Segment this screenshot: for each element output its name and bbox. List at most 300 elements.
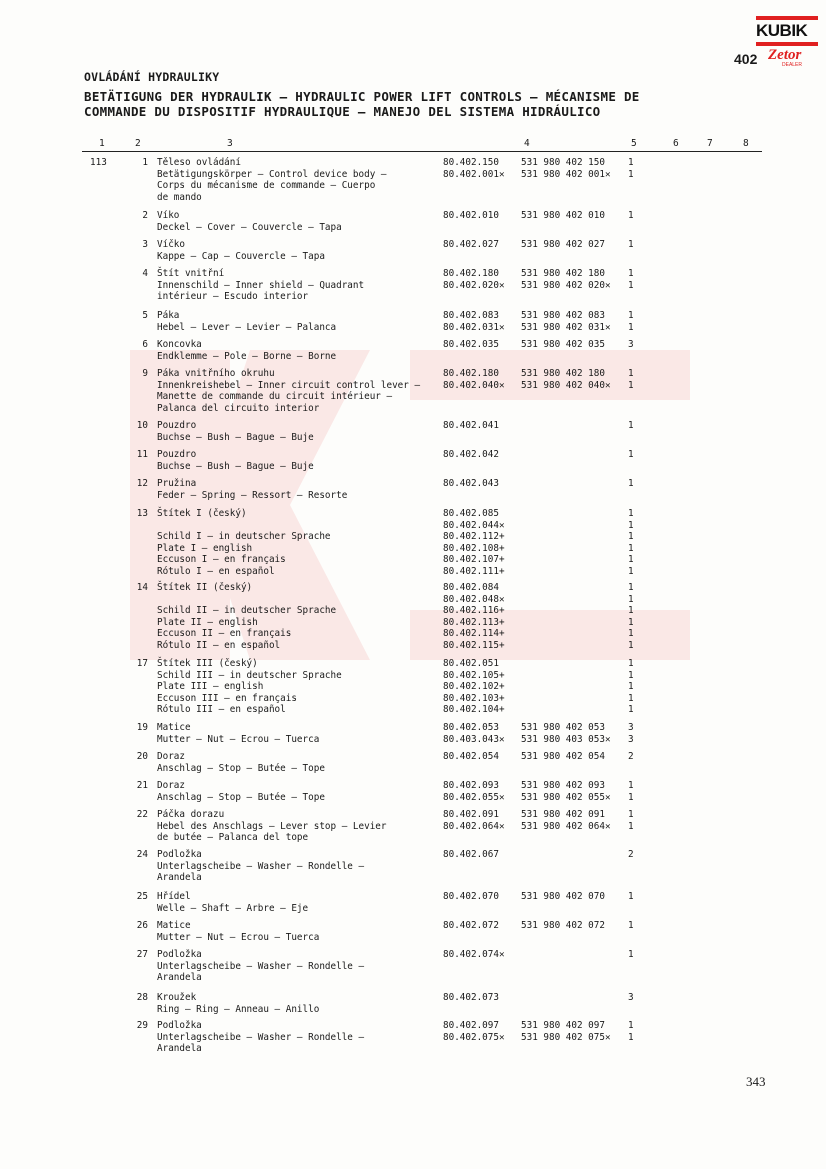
alt-part-number: 531 980 402 053 (521, 722, 605, 733)
subtitle-line-1: BETÄTIGUNG DER HYDRAULIK — HYDRAULIC POWER LIFT CONTROLS — MÉCANISME DE (84, 89, 640, 104)
position-number: 12 (136, 478, 148, 489)
position-number: 6 (142, 339, 148, 350)
quantity: 1 (628, 791, 634, 803)
quantity-column (628, 268, 634, 291)
part-number: 80.402.040✕ (443, 379, 505, 391)
quantity: 1 (628, 920, 634, 931)
position-number: 29 (136, 1020, 148, 1031)
description-line: Víko (157, 210, 180, 221)
alt-part-number-column (521, 809, 611, 832)
quantity: 1 (628, 542, 634, 554)
quantity: 1 (628, 809, 634, 820)
quantity: 1 (628, 681, 634, 693)
part-number: 80.402.020✕ (443, 279, 505, 291)
description-line: Anschlag — Stop — Butée — Tope (157, 762, 325, 774)
col-header-5: 5 (631, 138, 637, 149)
part-number-column (443, 780, 505, 803)
part-number-column (443, 449, 499, 461)
part-description (157, 157, 439, 203)
description-line: de butée — Palanca del tope (157, 832, 309, 844)
part-number: 80.402.093 (443, 780, 499, 791)
description-line: Štítek III (český) (157, 658, 258, 669)
position-number: 21 (136, 780, 148, 791)
description-line: Podložka (157, 849, 202, 860)
quantity-column (628, 339, 634, 351)
alt-part-number-column (521, 339, 605, 351)
part-number: 80.402.108+ (443, 542, 505, 554)
part-description (157, 449, 439, 472)
alt-part-number-column (521, 310, 611, 333)
alt-part-number: 531 980 402 010 (521, 210, 605, 221)
quantity-column (628, 992, 634, 1004)
alt-part-number: 531 980 402 040✕ (521, 379, 611, 391)
alt-part-number: 531 980 402 097 (521, 1020, 605, 1031)
part-number: 80.402.114+ (443, 628, 505, 640)
quantity-column (628, 722, 634, 745)
description-line: Hebel — Lever — Levier — Palanca (157, 321, 337, 333)
alt-part-number: 531 980 402 064✕ (521, 820, 611, 832)
quantity: 1 (628, 279, 634, 291)
description-line: Unterlagscheibe — Washer — Rondelle — (157, 960, 365, 972)
quantity-column (628, 891, 634, 903)
description-line: Unterlagscheibe — Washer — Rondelle — (157, 860, 365, 872)
logo-kubik-text: KUBIK (756, 21, 808, 40)
quantity-column (628, 239, 634, 251)
alt-part-number: 531 980 402 180 (521, 368, 605, 379)
description-line: Mutter — Nut — Ecrou — Tuerca (157, 931, 320, 943)
part-number: 80.402.064✕ (443, 820, 505, 832)
part-number: 80.402.010 (443, 210, 499, 221)
quantity: 1 (628, 321, 634, 333)
position-number: 9 (142, 368, 148, 379)
alt-part-number: 531 980 402 083 (521, 310, 605, 321)
alt-part-number: 531 980 402 055✕ (521, 791, 611, 803)
quantity: 1 (628, 565, 634, 577)
quantity: 1 (628, 605, 634, 617)
part-number-column (443, 582, 505, 652)
quantity-column (628, 920, 634, 932)
position-number: 10 (136, 420, 148, 431)
alt-part-number-column (521, 920, 605, 932)
part-number-column (443, 920, 499, 932)
description-line: Innenschild — Inner shield — Quadrant (157, 279, 365, 291)
description-line: Pouzdro (157, 449, 197, 460)
part-number: 80.402.104+ (443, 704, 505, 716)
quantity-column (628, 949, 634, 961)
part-number: 80.402.044✕ (443, 519, 505, 531)
quantity: 1 (628, 449, 634, 460)
part-number-column (443, 239, 499, 251)
quantity-column (628, 508, 634, 578)
part-description (157, 751, 439, 774)
part-number-column (443, 478, 499, 490)
part-number-column (443, 508, 505, 578)
quantity: 3 (628, 992, 634, 1003)
quantity-column (628, 310, 634, 333)
part-number-column (443, 992, 499, 1004)
quantity: 1 (628, 168, 634, 180)
description-line: de mando (157, 191, 202, 203)
alt-part-number-column (521, 1020, 611, 1043)
part-number-column (443, 157, 505, 180)
description-line: Plate I — english (157, 542, 253, 554)
description-line: Welle — Shaft — Arbre — Eje (157, 902, 309, 914)
description-line: Anschlag — Stop — Butée — Tope (157, 791, 325, 803)
logo-zetor-text: Zetor (768, 47, 802, 63)
part-number: 80.402.180 (443, 368, 499, 379)
quantity: 1 (628, 1031, 634, 1043)
description-line: Pouzdro (157, 420, 197, 431)
description-line: Hřídel (157, 891, 191, 902)
part-number: 80.402.027 (443, 239, 499, 250)
header-rule (82, 151, 762, 152)
alt-part-number: 531 980 402 070 (521, 891, 605, 902)
position-number: 17 (136, 658, 148, 669)
description-line: Schild I — in deutscher Sprache (157, 531, 331, 543)
quantity: 1 (628, 949, 634, 960)
alt-part-number-column (521, 780, 611, 803)
description-line: Páčka dorazu (157, 809, 225, 820)
part-number: 80.403.043✕ (443, 733, 505, 745)
position-number: 4 (142, 268, 148, 279)
position-number: 27 (136, 949, 148, 960)
part-number-column (443, 751, 499, 763)
part-number: 80.402.105+ (443, 669, 505, 681)
alt-part-number-column (521, 722, 611, 745)
position-number: 28 (136, 992, 148, 1003)
part-number: 80.402.103+ (443, 692, 505, 704)
description-line: Doraz (157, 751, 185, 762)
part-description (157, 920, 439, 943)
part-number: 80.402.115+ (443, 639, 505, 651)
part-number: 80.402.041 (443, 420, 499, 431)
kubik-zetor-logo (756, 14, 818, 70)
position-number: 22 (136, 809, 148, 820)
part-description (157, 310, 439, 333)
description-line: Schild II — in deutscher Sprache (157, 605, 337, 617)
part-number-column (443, 949, 505, 961)
description-line: Víčko (157, 239, 185, 250)
part-number-column (443, 809, 505, 832)
quantity-column (628, 478, 634, 490)
col-header-1: 1 (99, 138, 105, 149)
quantity: 1 (628, 616, 634, 628)
part-description (157, 478, 439, 501)
part-description (157, 849, 439, 884)
col-header-6: 6 (673, 138, 679, 149)
alt-part-number: 531 980 402 091 (521, 809, 605, 820)
part-description (157, 891, 439, 914)
quantity: 1 (628, 1020, 634, 1031)
part-number: 80.402.042 (443, 449, 499, 460)
quantity-column (628, 658, 634, 716)
description-line: Matice (157, 722, 191, 733)
quantity-column (628, 582, 634, 652)
col-header-8: 8 (743, 138, 749, 149)
description-line: Buchse — Bush — Bague — Buje (157, 460, 314, 472)
part-number: 80.402.083 (443, 310, 499, 321)
alt-part-number: 531 980 402 031✕ (521, 321, 611, 333)
quantity: 1 (628, 157, 634, 168)
part-number-column (443, 722, 505, 745)
quantity: 1 (628, 531, 634, 543)
part-number: 80.402.001✕ (443, 168, 505, 180)
quantity-column (628, 420, 634, 432)
col-header-4: 4 (524, 138, 530, 149)
description-line: Eccuson I — en français (157, 554, 286, 566)
part-number: 80.402.053 (443, 722, 499, 733)
part-number: 80.402.097 (443, 1020, 499, 1031)
quantity: 2 (628, 751, 634, 762)
part-number-column (443, 310, 505, 333)
part-number: 80.402.067 (443, 849, 499, 860)
part-description (157, 809, 439, 844)
part-description (157, 508, 439, 578)
quantity: 1 (628, 669, 634, 681)
part-description (157, 239, 439, 262)
part-number: 80.402.070 (443, 891, 499, 902)
description-line: Páka vnitřního okruhu (157, 368, 275, 379)
description-line: Corps du mécanisme de commande — Cuerpo (157, 180, 376, 192)
description-line: Plate III — english (157, 681, 264, 693)
logo-dealer-text: DEALER (782, 62, 803, 68)
part-number: 80.402.074✕ (443, 949, 505, 960)
quantity: 1 (628, 310, 634, 321)
description-line: Doraz (157, 780, 185, 791)
part-number: 80.402.084 (443, 582, 499, 593)
description-line: Mutter — Nut — Ecrou — Tuerca (157, 733, 320, 745)
quantity-column (628, 849, 634, 861)
quantity: 1 (628, 820, 634, 832)
part-description (157, 658, 439, 716)
part-number: 80.402.035 (443, 339, 499, 350)
quantity: 3 (628, 339, 634, 350)
position-number: 13 (136, 508, 148, 519)
description-line: Buchse — Bush — Bague — Buje (157, 431, 314, 443)
description-line: Manette de commande du circuit intérieur — (157, 391, 393, 403)
part-number-column (443, 368, 505, 391)
col-header-3: 3 (227, 138, 233, 149)
part-description (157, 992, 439, 1015)
position-number: 20 (136, 751, 148, 762)
description-line: Palanca del circuito interior (157, 402, 320, 414)
description-line (157, 520, 439, 532)
part-number: 80.402.085 (443, 508, 499, 519)
quantity: 1 (628, 628, 634, 640)
part-number: 80.402.054 (443, 751, 499, 762)
quantity: 1 (628, 239, 634, 250)
part-number: 80.402.031✕ (443, 321, 505, 333)
subtitle-line-2: COMMANDE DU DISPOSITIF HYDRAULIQUE — MANEJO DEL SISTEMA HIDRÁULICO (84, 104, 601, 119)
quantity-column (628, 780, 634, 803)
description-line: Rótulo I — en español (157, 565, 275, 577)
alt-part-number-column (521, 891, 605, 903)
part-number: 80.402.150 (443, 157, 499, 168)
alt-part-number: 531 980 402 001✕ (521, 168, 611, 180)
description-line (157, 594, 439, 606)
part-number: 80.402.112+ (443, 531, 505, 543)
part-number: 80.402.107+ (443, 554, 505, 566)
part-number-column (443, 658, 505, 716)
quantity: 1 (628, 891, 634, 902)
page-number: 343 (746, 1074, 766, 1089)
description-line: Deckel — Cover — Couvercle — Tapa (157, 221, 342, 233)
description-line: Ring — Ring — Anneau — Anillo (157, 1003, 320, 1015)
part-number-column (443, 339, 499, 351)
quantity-column (628, 157, 634, 180)
part-number: 80.402.051 (443, 658, 499, 669)
quantity-column (628, 449, 634, 461)
position-number: 2 (142, 210, 148, 221)
col-header-7: 7 (707, 138, 713, 149)
description-line: Štítek II (český) (157, 582, 253, 593)
part-number-column (443, 420, 499, 432)
part-description (157, 722, 439, 745)
quantity: 1 (628, 478, 634, 489)
alt-part-number: 531 980 402 035 (521, 339, 605, 350)
description-line: Feder — Spring — Ressort — Resorte (157, 489, 348, 501)
quantity: 1 (628, 593, 634, 605)
alt-part-number-column (521, 210, 605, 222)
part-number: 80.402.055✕ (443, 791, 505, 803)
description-line: Hebel des Anschlags — Lever stop — Levier (157, 820, 387, 832)
description-line: Eccuson III — en français (157, 692, 297, 704)
part-description (157, 582, 439, 652)
alt-part-number-column (521, 239, 605, 251)
quantity: 3 (628, 733, 634, 745)
part-number: 80.402.048✕ (443, 593, 505, 605)
alt-part-number: 531 980 403 053✕ (521, 733, 611, 745)
page-subtitle (84, 89, 764, 119)
part-description (157, 780, 439, 803)
description-line: Páka (157, 310, 180, 321)
description-line: Innenkreishebel — Inner circuit control lever — (157, 379, 421, 391)
quantity: 1 (628, 582, 634, 593)
part-number: 80.402.075✕ (443, 1031, 505, 1043)
quantity: 1 (628, 210, 634, 221)
position-number: 3 (142, 239, 148, 250)
part-description (157, 339, 439, 362)
part-number-column (443, 891, 499, 903)
description-line: Těleso ovládání (157, 157, 241, 168)
quantity-column (628, 751, 634, 763)
part-description (157, 268, 439, 303)
quantity: 1 (628, 780, 634, 791)
position-number: 14 (136, 582, 148, 593)
page-title: OVLÁDÁNÍ HYDRAULIKY (84, 70, 220, 84)
quantity: 1 (628, 420, 634, 431)
part-number: 80.402.180 (443, 268, 499, 279)
alt-part-number: 531 980 402 093 (521, 780, 605, 791)
part-number: 80.402.116+ (443, 605, 505, 617)
part-description (157, 420, 439, 443)
description-line: Arandela (157, 872, 202, 884)
quantity: 1 (628, 554, 634, 566)
position-number: 11 (136, 449, 148, 460)
alt-part-number-column (521, 268, 611, 291)
part-description (157, 1020, 439, 1055)
alt-part-number: 531 980 402 027 (521, 239, 605, 250)
position-number: 19 (136, 722, 148, 733)
quantity: 3 (628, 722, 634, 733)
alt-part-number: 531 980 402 180 (521, 268, 605, 279)
description-line: Pružina (157, 478, 197, 489)
quantity: 1 (628, 379, 634, 391)
position-number: 25 (136, 891, 148, 902)
quantity: 1 (628, 368, 634, 379)
position-number: 24 (136, 849, 148, 860)
part-description (157, 949, 439, 984)
description-line: Endklemme — Pole — Borne — Borne (157, 350, 337, 362)
alt-part-number: 531 980 402 054 (521, 751, 605, 762)
alt-part-number: 531 980 402 020✕ (521, 279, 611, 291)
quantity: 1 (628, 508, 634, 519)
description-line: Arandela (157, 1043, 202, 1055)
position-number: 1 (142, 157, 148, 168)
description-line: Štít vnitřní (157, 268, 225, 279)
description-line: Betätigungskörper — Control device body — (157, 168, 387, 180)
position-number: 26 (136, 920, 148, 931)
quantity: 1 (628, 692, 634, 704)
description-line: Unterlagscheibe — Washer — Rondelle — (157, 1031, 365, 1043)
quantity-column (628, 368, 634, 391)
description-line: Rótulo II — en español (157, 639, 281, 651)
description-line: Eccuson II — en français (157, 628, 292, 640)
description-line: Matice (157, 920, 191, 931)
description-line: intérieur — Escudo interior (157, 291, 309, 303)
description-line: Podložka (157, 1020, 202, 1031)
part-number: 80.402.072 (443, 920, 499, 931)
description-line: Štítek I (český) (157, 508, 247, 519)
logo-bar-top (756, 16, 818, 20)
quantity: 1 (628, 704, 634, 716)
alt-part-number: 531 980 402 150 (521, 157, 605, 168)
description-line: Kappe — Cap — Couvercle — Tapa (157, 250, 325, 262)
quantity: 2 (628, 849, 634, 860)
part-number: 80.402.091 (443, 809, 499, 820)
part-number-column (443, 1020, 505, 1043)
description-line: Arandela (157, 972, 202, 984)
quantity-column (628, 210, 634, 222)
part-number: 80.402.111+ (443, 565, 505, 577)
alt-part-number: 531 980 402 072 (521, 920, 605, 931)
logo-bar-bottom (756, 42, 818, 46)
description-line: Rótulo III — en español (157, 704, 286, 716)
part-description (157, 210, 439, 233)
part-number-column (443, 849, 499, 861)
quantity: 1 (628, 268, 634, 279)
part-description (157, 368, 439, 414)
alt-part-number-column (521, 157, 611, 180)
description-line: Podložka (157, 949, 202, 960)
page-code: 402 (734, 51, 758, 67)
alt-part-number: 531 980 402 075✕ (521, 1031, 611, 1043)
part-number: 80.402.102+ (443, 681, 505, 693)
alt-part-number-column (521, 368, 611, 391)
alt-part-number-column (521, 751, 605, 763)
quantity: 1 (628, 658, 634, 669)
part-number: 80.402.043 (443, 478, 499, 489)
col-header-2: 2 (135, 138, 141, 149)
description-line: Kroužek (157, 992, 197, 1003)
part-number: 80.402.073 (443, 992, 499, 1003)
description-line: Schild III — in deutscher Sprache (157, 669, 342, 681)
description-line: Plate II — english (157, 616, 258, 628)
quantity: 1 (628, 519, 634, 531)
part-number: 80.402.113+ (443, 616, 505, 628)
position-number: 5 (142, 310, 148, 321)
group-number: 113 (90, 157, 107, 168)
